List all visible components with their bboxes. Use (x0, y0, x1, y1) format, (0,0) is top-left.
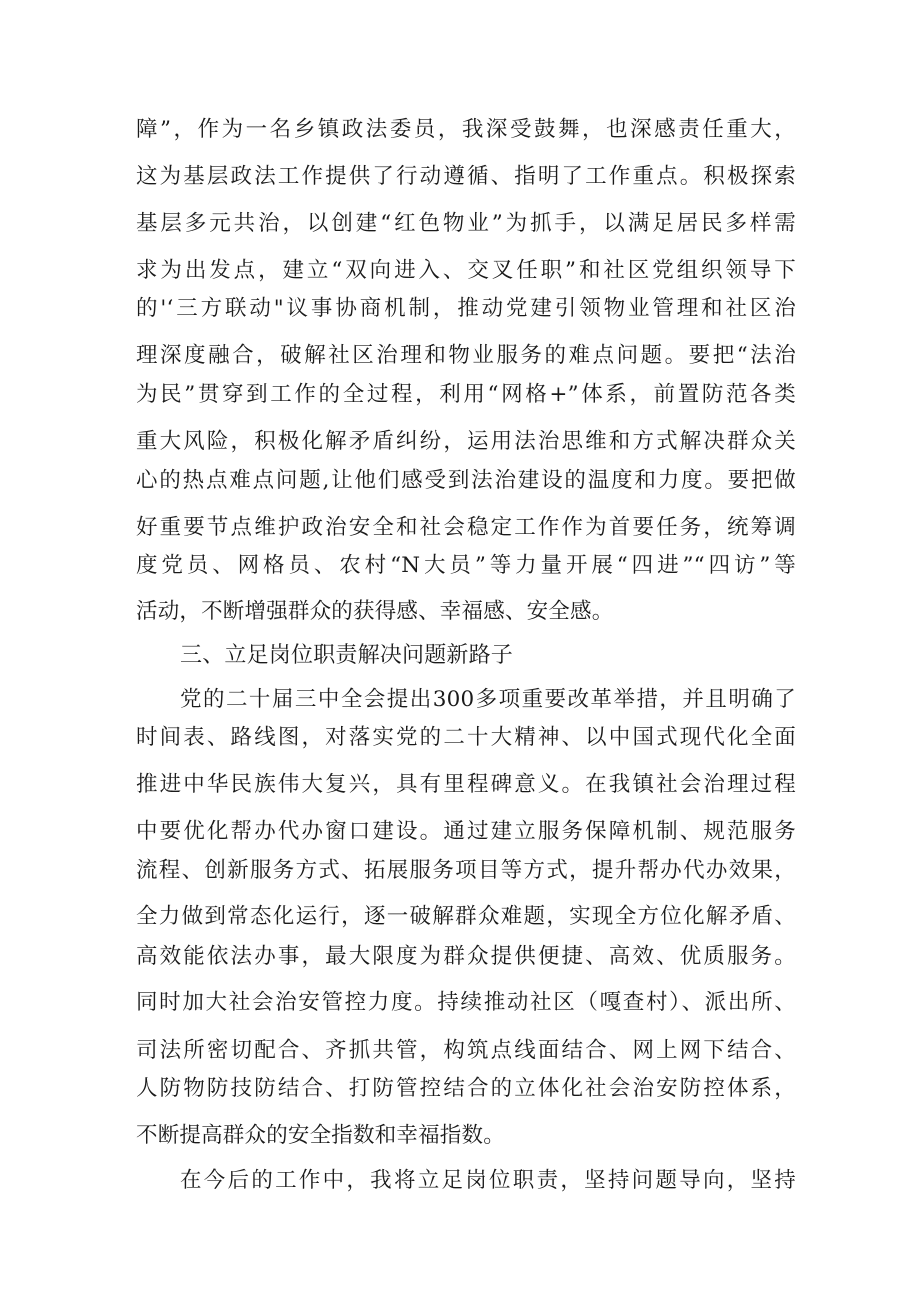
text-line: 活动，不断增强群众的获得感、幸福感、安全感。 (136, 599, 614, 624)
text-line: 高效能依法办事，最大限度为群众提供便捷、高效、优质服务。 (136, 944, 796, 969)
text-line: 心的热点难点问题,让他们感受到法治建设的温度和力度。要把做 (136, 468, 796, 493)
text-line: 重大风险，积极化解矛盾纠纷，运用法治思维和方式解决群众关 (136, 429, 796, 454)
text-line: 理深度融合，破解社区治理和物业服务的难点问题。要把“法治 (136, 343, 796, 368)
text-line: 这为基层政法工作提供了行动遵循、指明了工作重点。积极探索 (136, 164, 796, 189)
text-line: 求为出发点，建立“双向进入、交叉任职”和社区党组织领导下 (136, 258, 796, 283)
text-line: 中要优化帮办代办窗口建设。通过建立服务保障机制、规范服务 (136, 819, 796, 844)
text-line: 为民”贯穿到工作的全过程，利用“网格+”体系，前置防范各类 (136, 382, 796, 407)
text-line: 障”，作为一名乡镇政法委员，我深受鼓舞，也深感责任重大， (136, 117, 796, 142)
text-line: 人防物防技防结合、打防管控结合的立体化社会治安防控体系， (136, 1076, 796, 1101)
text-line: 党的二十届三中全会提出300多项重要改革举措，并且明确了 (180, 687, 796, 712)
text-line: 好重要节点维护政治安全和社会稳定工作作为首要任务，统筹调 (136, 515, 796, 540)
text-line: 在今后的工作中，我将立足岗位职责，坚持问题导向，坚持 (180, 1168, 796, 1193)
text-line: 司法所密切配合、齐抓共管，构筑点线面结合、网上网下结合、 (136, 1038, 796, 1063)
section-heading: 三、立足岗位职责解决问题新路子 (180, 643, 514, 668)
text-line: 同时加大社会治安管控力度。持续推动社区（嘎查村）、派出所、 (136, 990, 796, 1015)
text-line: 时间表、路线图，对落实党的二十大精神、以中国式现代化全面 (136, 725, 796, 750)
text-line: 的'‘三方联动"议事协商机制，推动党建引领物业管理和社区治 (136, 296, 796, 321)
text-line: 不断提高群众的安全指数和幸福指数。 (136, 1123, 505, 1148)
text-line: 基层多元共治，以创建“红色物业”为抓手，以满足居民多样需 (136, 211, 796, 236)
text-line: 流程、创新服务方式、拓展服务项目等方式，提升帮办代办效果， (136, 858, 796, 883)
text-line: 推进中华民族伟大复兴，具有里程碑意义。在我镇社会治理过程 (136, 772, 796, 797)
text-line: 全力做到常态化运行，逐一破解群众难题，实现全方位化解矛盾、 (136, 904, 796, 929)
text-line: 度党员、网格员、农村“N大员”等力量开展“四进”“四访”等 (136, 553, 796, 578)
